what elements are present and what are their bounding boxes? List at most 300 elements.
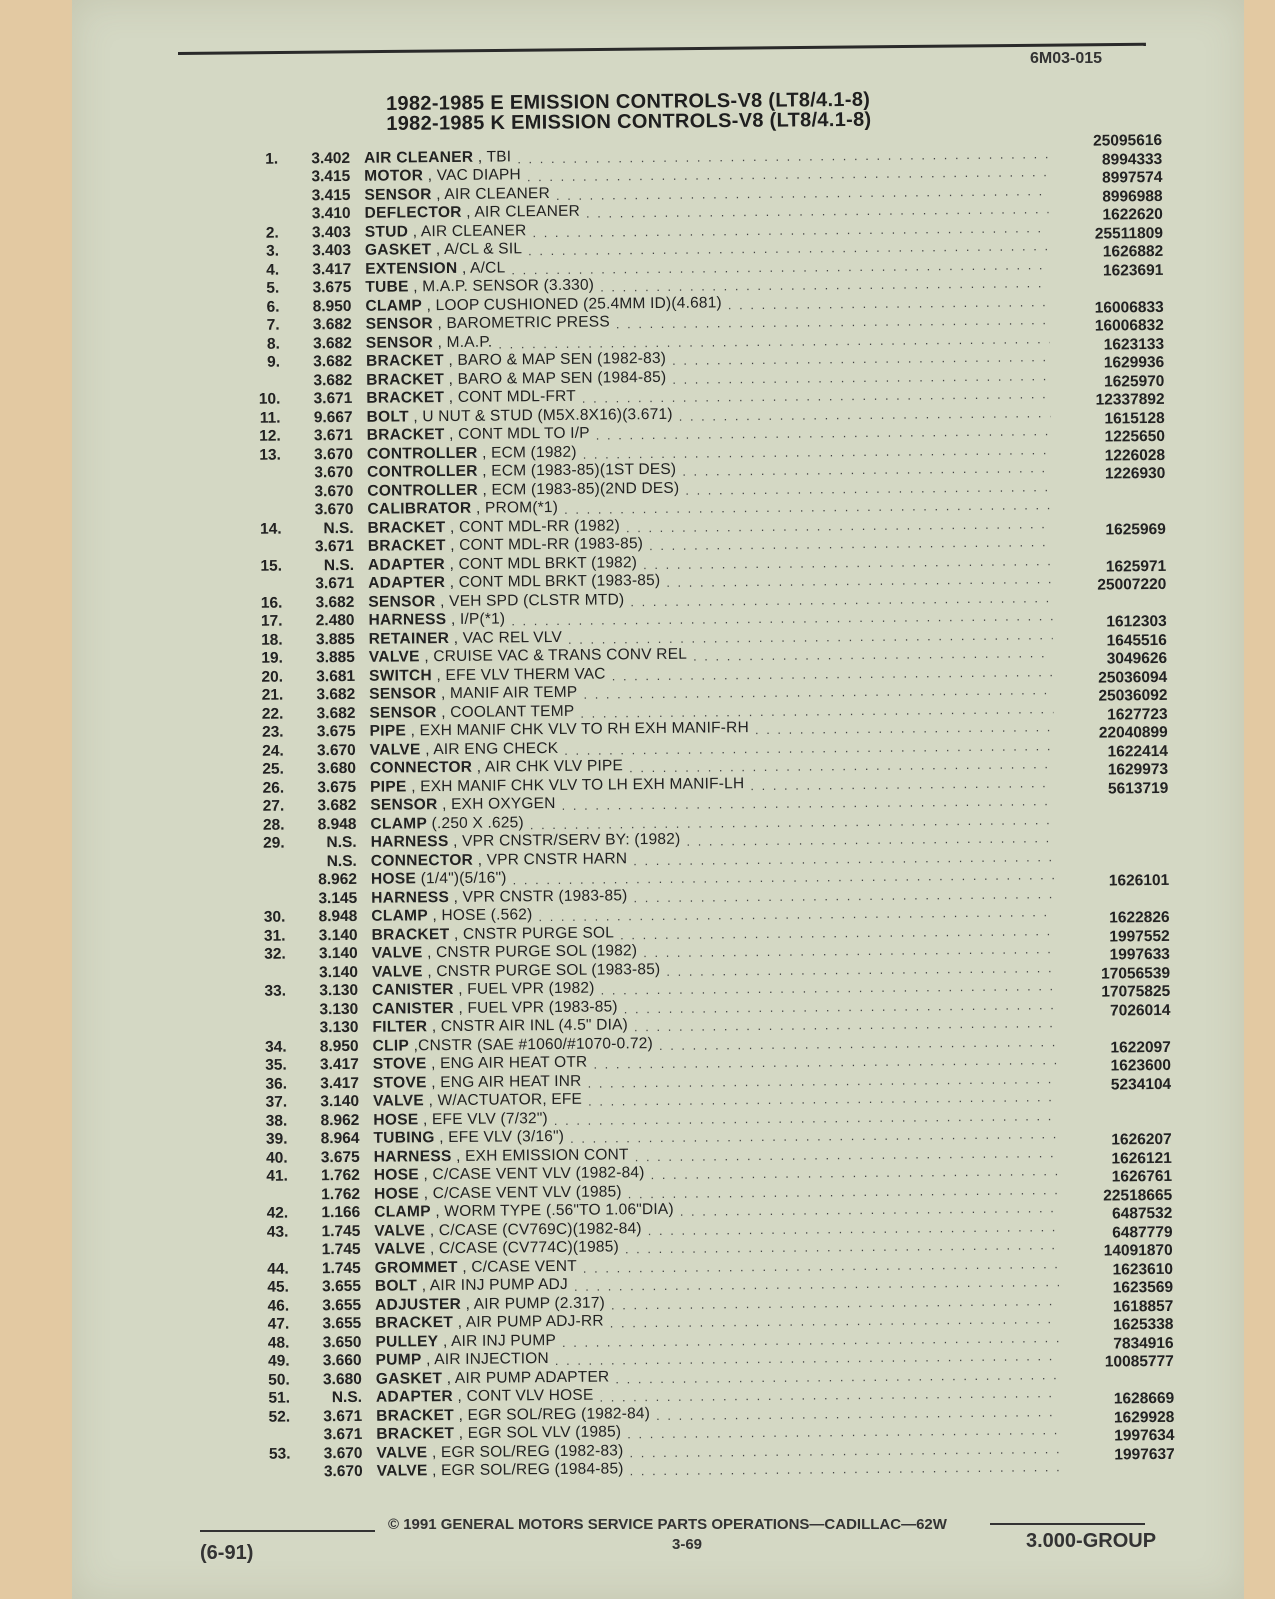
part-name: RETAINER — [368, 629, 450, 648]
group-number: 3.671 — [314, 537, 354, 556]
part-description: , AIR CLEANER — [408, 221, 527, 240]
part-description: , VEH SPD (CLSTR MTD) — [435, 590, 625, 610]
part-description: , CONT MDL-RR (1982) — [445, 516, 621, 536]
item-number: 12. — [259, 427, 281, 445]
part-number: 1622097 — [1110, 1038, 1171, 1056]
part-number: 25511809 — [1094, 224, 1164, 243]
group-number: N.S. — [326, 833, 357, 852]
part-number: 25095616 — [1093, 131, 1163, 150]
part-description: , A/CL & SIL — [431, 240, 523, 259]
part-number: 1623569 — [1112, 1278, 1174, 1297]
item-number: 3. — [265, 242, 280, 260]
group-number: 3.682 — [316, 685, 356, 704]
part-description: , M.A.P. — [433, 333, 493, 351]
part-description: , AIR ENG CHECK — [420, 739, 559, 758]
part-name: VALVE — [374, 1240, 426, 1258]
part-number: 1615128 — [1104, 409, 1165, 428]
group-number: 3.682 — [312, 334, 352, 352]
item-number: 24. — [262, 742, 284, 760]
part-name: DEFLECTOR — [364, 203, 462, 222]
group-number: 3.415 — [311, 186, 351, 204]
part-name: VALVE — [371, 944, 423, 962]
part-number: 1623691 — [1102, 261, 1164, 280]
part-description: , ENG AIR HEAT INR — [426, 1072, 582, 1091]
part-name: FILTER — [372, 1018, 428, 1036]
part-description: , TBI — [473, 147, 512, 166]
group-number: 1.745 — [321, 1222, 361, 1240]
group-number: 3.670 — [323, 1444, 363, 1462]
part-name: EXTENSION — [365, 259, 458, 278]
part-description: , CONT MDL-RR (1983-85) — [445, 535, 644, 555]
item-number: 20. — [261, 668, 284, 686]
part-description: , CNSTR PURGE SOL — [449, 923, 615, 943]
part-name: BOLT — [374, 1277, 418, 1295]
part-name: HARNESS — [371, 888, 450, 907]
group-number: 8.964 — [320, 1129, 360, 1148]
group-number: 3.670 — [314, 445, 354, 463]
part-description: , CONT MDL BRKT (1983-85) — [445, 571, 661, 592]
part-description: , AIR INJ PUMP ADJ — [417, 1275, 569, 1295]
part-number: 1645516 — [1106, 631, 1167, 649]
part-description: , WORM TYPE (.56"TO 1.06"DIA) — [430, 1200, 674, 1221]
group-number: 3.670 — [316, 741, 356, 759]
part-description: , CONT MDL-FRT — [444, 387, 576, 407]
part-number: 1625338 — [1113, 1315, 1174, 1334]
part-number: 5613719 — [1107, 779, 1169, 797]
part-description: , EGR SOL VLV (1985) — [454, 1423, 622, 1442]
item-number: 47. — [267, 1315, 290, 1333]
part-number: 1625971 — [1105, 557, 1167, 576]
item-number: 21. — [261, 686, 284, 704]
item-number: 7. — [266, 316, 280, 334]
item-number: 32. — [264, 945, 286, 963]
part-name: GROMMET — [374, 1258, 458, 1277]
part-name: CONTROLLER — [367, 481, 478, 500]
group-number: 3.682 — [313, 371, 353, 389]
part-number: 25007220 — [1097, 575, 1167, 594]
group-number: 3.670 — [323, 1462, 363, 1481]
footer-date: (6-91) — [200, 1542, 254, 1564]
part-number: 17075825 — [1101, 982, 1171, 1001]
item-number: 35. — [265, 1056, 287, 1074]
group-number: 3.680 — [322, 1370, 362, 1388]
group-number: 3.681 — [316, 667, 356, 685]
part-description: , AIR INJ PUMP — [438, 1331, 557, 1350]
part-description: (1/4")(5/16") — [416, 869, 507, 888]
part-number: 1622620 — [1102, 205, 1163, 224]
part-description: , LOOP CUSHIONED (25.4MM ID)(4.681) — [422, 293, 722, 314]
part-description: , VPR CNSTR HARN — [473, 849, 628, 869]
part-name: PUMP — [375, 1351, 422, 1369]
part-number: 1612303 — [1106, 612, 1167, 631]
footer-rule-left — [200, 1530, 375, 1532]
item-number: 39. — [265, 1130, 288, 1148]
group-number: 3.671 — [323, 1407, 363, 1425]
part-description: , VPR CNSTR (1983-85) — [448, 886, 628, 906]
part-description: , EXH EMISSION CONT — [451, 1145, 629, 1165]
group-number: 3.682 — [312, 315, 352, 334]
part-number: 22518665 — [1103, 1186, 1173, 1205]
part-name: VALVE — [371, 962, 423, 981]
part-number: 25036092 — [1098, 686, 1168, 705]
part-description: , EXH OXYGEN — [437, 794, 556, 814]
group-number: 3.675 — [316, 722, 356, 741]
group-number: 1.762 — [320, 1166, 360, 1185]
part-description: ,CNSTR (SAE #1060/#1070-0.72) — [409, 1034, 653, 1054]
part-description: , EGR SOL/REG (1984-85) — [427, 1460, 624, 1480]
part-number: 1622826 — [1109, 908, 1170, 927]
part-number: 6487532 — [1111, 1204, 1173, 1223]
footer-copyright: © 1991 GENERAL MOTORS SERVICE PARTS OPERATIONS—CADILLAC—62W — [388, 1516, 947, 1533]
part-name: BOLT — [366, 407, 409, 426]
group-number: 3.675 — [312, 278, 352, 297]
part-number: 1629936 — [1103, 353, 1165, 372]
group-number: 3.675 — [320, 1148, 360, 1166]
part-name: VALVE — [368, 648, 420, 666]
part-number — [1056, 539, 1166, 559]
group-number: 3.130 — [319, 981, 359, 1000]
part-name: HOSE — [373, 1110, 419, 1129]
part-number: 14091870 — [1103, 1241, 1173, 1260]
group-number: 3.130 — [319, 1018, 359, 1037]
part-number — [1059, 890, 1169, 910]
dot-leader — [755, 719, 1054, 737]
part-name: SENSOR — [369, 685, 437, 703]
group-number: 8.950 — [319, 1037, 359, 1055]
dot-leader — [728, 294, 1050, 312]
part-description: , VAC DIAPH — [423, 166, 521, 185]
item-number: 9. — [267, 353, 281, 371]
item-number: 30. — [263, 908, 286, 926]
part-number — [1064, 1371, 1174, 1391]
part-name: HOSE — [373, 1166, 420, 1184]
part-name: BRACKET — [367, 518, 446, 537]
part-name: SENSOR — [364, 185, 432, 204]
part-name: PIPE — [370, 777, 407, 796]
part-name: STUD — [364, 222, 409, 241]
part-name: SENSOR — [370, 796, 438, 814]
item-number: 29. — [263, 834, 285, 852]
part-name: SWITCH — [368, 666, 433, 685]
part-number: 1625970 — [1103, 372, 1165, 391]
part-name: CONTROLLER — [367, 462, 478, 481]
part-number — [1058, 798, 1168, 818]
part-number: 1629973 — [1107, 760, 1169, 779]
group-number: 8.950 — [312, 297, 352, 315]
group-number: 8.948 — [317, 815, 357, 833]
group-number: 3.130 — [319, 1000, 359, 1018]
part-description: , C/CASE (CV769C)(1982-84) — [425, 1219, 642, 1239]
group-number: 3.403 — [311, 223, 351, 241]
group-number: 3.145 — [318, 889, 358, 907]
part-number: 16006832 — [1094, 316, 1164, 335]
part-name: HOSE — [373, 1184, 420, 1203]
part-number — [1056, 594, 1166, 614]
part-number: 6487779 — [1112, 1223, 1173, 1241]
part-name: BRACKET — [375, 1313, 454, 1332]
group-number: 3.655 — [322, 1277, 361, 1296]
part-number — [1059, 853, 1169, 873]
item-number: 23. — [261, 723, 284, 741]
group-number: 3.417 — [320, 1074, 360, 1092]
part-description: , VPR CNSTR/SERV BY: (1982) — [448, 830, 681, 851]
group-number: 3.660 — [322, 1351, 362, 1370]
part-name: MOTOR — [364, 167, 424, 185]
title-e: 1982-1985 E EMISSION CONTROLS-V8 (LT8/4.1-8) — [385, 88, 871, 115]
part-number: 1623610 — [1112, 1260, 1173, 1278]
group-number: 3.682 — [313, 352, 353, 371]
group-number: 3.670 — [314, 500, 354, 519]
part-name: BRACKET — [366, 426, 445, 444]
part-number: 1628669 — [1113, 1389, 1175, 1408]
part-name: ADJUSTER — [375, 1295, 462, 1314]
part-description: , C/CASE (CV774C)(1985) — [425, 1238, 619, 1258]
item-number: 25. — [262, 760, 285, 778]
part-name: AIR CLEANER — [363, 148, 474, 167]
part-description: , I/P(*1) — [446, 610, 506, 629]
part-name: BRACKET — [376, 1424, 455, 1443]
part-name: ADAPTER — [367, 555, 446, 574]
item-number: 22. — [261, 705, 284, 723]
item-number: 41. — [266, 1167, 288, 1185]
part-number — [1061, 1094, 1171, 1114]
part-description: , AIR CLEANER — [431, 184, 551, 203]
part-name: HOSE — [370, 870, 417, 888]
part-name: CANISTER — [371, 980, 454, 999]
group-number: 3.682 — [315, 593, 355, 611]
part-description: (.250 X .625) — [426, 813, 524, 832]
part-name: TUBE — [365, 278, 409, 296]
part-description: , CNSTR PURGE SOL (1983-85) — [422, 960, 661, 980]
group-number: 3.670 — [314, 482, 354, 500]
part-description: , ECM (1983-85)(1ST DES) — [477, 460, 677, 480]
part-name: CLAMP — [365, 296, 423, 315]
item-number: 11. — [259, 409, 281, 427]
part-name: VALVE — [374, 1221, 426, 1240]
group-number: 8.948 — [318, 907, 358, 926]
group-number: 3.410 — [311, 204, 351, 223]
part-description: , U NUT & STUD (M5X.8X16)(3.671) — [408, 405, 673, 425]
item-number: 42. — [266, 1204, 289, 1222]
part-number: 8994333 — [1101, 150, 1163, 169]
part-name: BRACKET — [366, 370, 445, 389]
part-number: 25036094 — [1098, 668, 1168, 687]
part-name: ADAPTER — [368, 574, 446, 592]
group-number: 3.140 — [318, 944, 358, 963]
part-name: CALIBRATOR — [367, 499, 472, 518]
part-description: , W/ACTUATOR, EFE — [423, 1090, 583, 1110]
part-name: CLAMP — [371, 907, 429, 925]
part-number: 10085777 — [1104, 1352, 1174, 1371]
item-number: 4. — [266, 261, 280, 279]
part-description: , EXH MANIF CHK VLV TO LH EXH MANIF-LH — [406, 774, 745, 795]
part-name: BRACKET — [371, 925, 450, 944]
part-number — [1059, 816, 1169, 836]
part-name: BRACKET — [367, 537, 446, 555]
part-name: BRACKET — [366, 389, 445, 407]
item-number: 28. — [262, 816, 285, 834]
group-number: 3.655 — [322, 1296, 362, 1314]
part-description: , CRUISE VAC & TRANS CONV REL — [419, 645, 688, 666]
part-number-column — [1052, 132, 1175, 1465]
group-number: 2.480 — [315, 611, 355, 630]
part-description: , FUEL VPR (1983-85) — [453, 997, 618, 1017]
part-name: VALVE — [369, 740, 421, 759]
item-number: 5. — [266, 279, 280, 297]
group-number: 3.650 — [322, 1333, 362, 1351]
part-number: 3049626 — [1106, 649, 1168, 668]
part-number: 7834916 — [1113, 1334, 1174, 1352]
item-number: 18. — [261, 631, 283, 649]
page-code: 6M03-015 — [1030, 50, 1103, 67]
group-number: 3.671 — [323, 1425, 363, 1444]
group-number: N.S. — [326, 852, 357, 870]
part-number: 1623133 — [1103, 335, 1165, 354]
part-number: 8996988 — [1102, 187, 1163, 206]
item-number: 1. — [265, 150, 279, 168]
item-number: 52. — [268, 1408, 291, 1426]
part-name: STOVE — [372, 1073, 427, 1092]
part-description: , BARO & MAP SEN (1982-83) — [443, 349, 667, 370]
part-description: , MANIF AIR TEMP — [436, 683, 578, 703]
item-number: 43. — [266, 1223, 289, 1241]
part-description: , ECM (1982) — [477, 443, 577, 462]
part-number: 1625969 — [1105, 520, 1166, 539]
part-description: , ECM (1983-85)(2ND DES) — [477, 479, 680, 499]
part-description: , COOLANT TEMP — [436, 702, 575, 721]
item-number: 38. — [265, 1112, 288, 1130]
part-number: 1225650 — [1104, 427, 1165, 446]
part-number: 1626882 — [1102, 242, 1164, 261]
group-number: 3.682 — [316, 704, 356, 722]
part-description: , HOSE (.562) — [427, 906, 533, 925]
group-number: 3.675 — [317, 778, 357, 796]
item-number: 13. — [259, 446, 282, 464]
part-number: 1997552 — [1109, 927, 1170, 945]
part-name: ADAPTER — [375, 1387, 454, 1406]
item-number: 50. — [268, 1371, 290, 1389]
dot-leader — [750, 775, 1054, 793]
part-description: , EFE VLV (3/16") — [434, 1127, 565, 1147]
group-number: 3.671 — [313, 389, 353, 408]
part-number: 12337892 — [1095, 390, 1165, 409]
part-number: 1626207 — [1111, 1130, 1172, 1149]
part-description: , CNSTR AIR INL (4.5" DIA) — [427, 1016, 629, 1036]
group-number: 3.403 — [312, 241, 352, 260]
item-number: 51. — [268, 1389, 291, 1407]
item-number: 31. — [263, 927, 286, 945]
group-number: 3.417 — [312, 260, 352, 278]
item-number: 46. — [267, 1297, 290, 1315]
part-name: SENSOR — [365, 333, 434, 352]
part-number: 17056539 — [1101, 964, 1171, 983]
group-number: 3.671 — [315, 574, 355, 593]
part-description: , M.A.P. SENSOR (3.330) — [408, 276, 595, 296]
title-k: 1982-1985 K EMISSION CONTROLS-V8 (LT8/4.1-8) — [386, 108, 872, 135]
part-number: 1623600 — [1110, 1056, 1172, 1075]
part-description: , AIR PUMP ADJ-RR — [453, 1312, 604, 1331]
item-number: 34. — [264, 1038, 287, 1056]
group-number: 3.885 — [315, 648, 355, 667]
item-number: 26. — [262, 779, 285, 797]
part-number: 1618857 — [1112, 1297, 1174, 1315]
part-name: CONTROLLER — [366, 444, 478, 463]
part-name: CLIP — [372, 1036, 410, 1055]
item-number: 48. — [267, 1334, 290, 1352]
item-number: 15. — [260, 557, 283, 575]
group-number: N.S. — [323, 556, 355, 574]
part-name: GASKET — [364, 241, 432, 259]
part-number — [1059, 835, 1169, 855]
item-number: 2. — [265, 224, 279, 242]
group-number: 3.671 — [313, 426, 353, 445]
page-titles — [386, 90, 872, 134]
group-number: 3.417 — [319, 1055, 359, 1074]
part-number: 1626761 — [1111, 1167, 1173, 1186]
part-description: , BARO & MAP SEN (1984-85) — [444, 368, 667, 388]
group-number: 3.682 — [317, 796, 357, 815]
item-number: 40. — [266, 1149, 288, 1167]
group-number: 3.670 — [314, 463, 354, 482]
group-number: 1.745 — [321, 1240, 361, 1259]
part-description: , CONT MDL TO I/P — [444, 424, 590, 444]
part-description: , AIR INJECTION — [421, 1350, 549, 1369]
part-name: BRACKET — [376, 1406, 455, 1425]
group-number: 3.140 — [320, 1092, 360, 1111]
group-number: 8.962 — [318, 870, 358, 889]
part-name: VALVE — [376, 1443, 428, 1462]
part-number: 22040899 — [1098, 723, 1168, 742]
part-number: 1226930 — [1104, 464, 1166, 483]
item-number: 49. — [267, 1352, 290, 1370]
item-number: 8. — [266, 335, 280, 353]
part-name: SENSOR — [368, 592, 436, 611]
part-description: , EFE VLV THERM VAC — [431, 664, 606, 684]
group-number: 1.166 — [321, 1203, 361, 1222]
item-number: 27. — [262, 797, 285, 815]
part-description: , ENG AIR HEAT OTR — [426, 1053, 588, 1073]
footer-rule-right — [990, 1523, 1145, 1525]
part-number: 7026014 — [1110, 1001, 1171, 1019]
part-description: , AIR CHK VLV PIPE — [472, 757, 624, 776]
part-name: CONNECTOR — [369, 758, 473, 777]
part-number: 1622414 — [1107, 742, 1169, 760]
part-number: 8997574 — [1102, 168, 1163, 187]
part-name: HARNESS — [373, 1147, 452, 1166]
footer-group: 3.000-GROUP — [1026, 1530, 1157, 1552]
part-name: CANISTER — [372, 999, 454, 1018]
part-name: GASKET — [375, 1369, 443, 1388]
part-name: STOVE — [372, 1055, 427, 1073]
part-description: , A/CL — [457, 258, 506, 277]
part-name: HARNESS — [370, 833, 449, 851]
footer-page-number: 3-69 — [672, 1536, 703, 1553]
part-description: , PROM(*1) — [471, 498, 559, 517]
item-number: 45. — [267, 1278, 289, 1296]
part-number — [1056, 502, 1166, 522]
group-number: N.S. — [331, 1388, 363, 1407]
item-number: 6. — [266, 298, 280, 316]
group-number: 3.655 — [322, 1314, 362, 1333]
item-number: 37. — [265, 1093, 288, 1111]
part-name: TUBING — [373, 1129, 435, 1147]
group-number: 3.140 — [319, 963, 358, 981]
part-name: CONNECTOR — [370, 851, 474, 870]
part-number — [1061, 1112, 1171, 1132]
item-number: 16. — [260, 594, 283, 612]
group-number: N.S. — [323, 519, 354, 537]
part-name: CLAMP — [374, 1203, 431, 1221]
